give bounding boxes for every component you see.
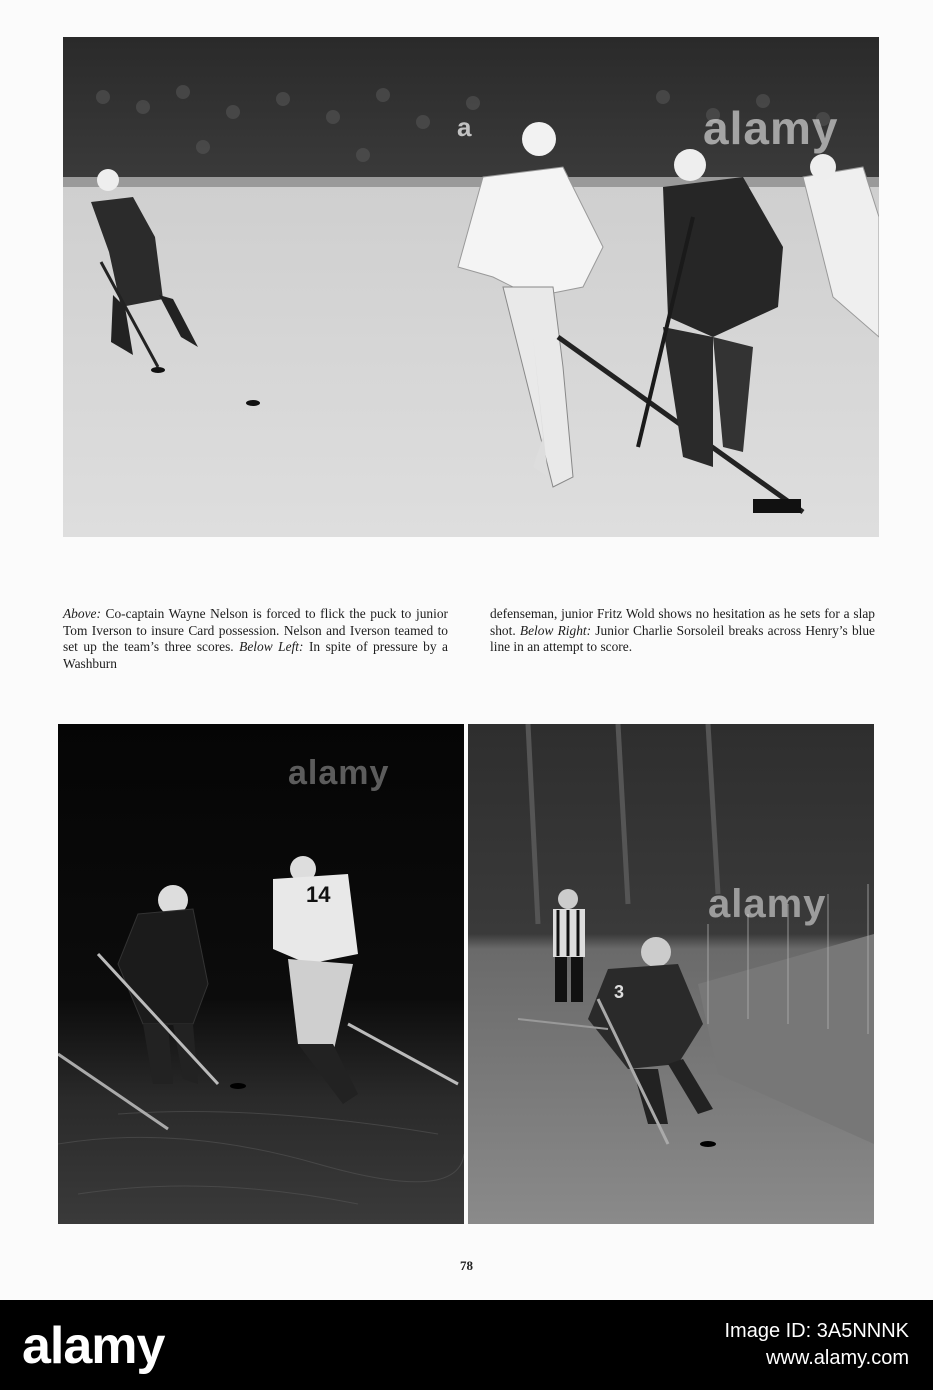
- caption-text-above: Co-captain Wayne Nelson is forced to flick the puck to junior Tom Iverson to insure Card possession. Nelson and Iverson teamed to set up the team’s three scores.: [63, 606, 448, 655]
- page-number: 78: [460, 1258, 473, 1273]
- footer-info: [724, 1318, 909, 1372]
- bottom-right-hockey-photo: [468, 724, 874, 1224]
- site-url: www.alamy.com: [766, 1347, 909, 1369]
- bottom-left-hockey-photo: [58, 724, 464, 1224]
- caption-text-below-left-start: In spite of pressure by a Washburn: [63, 639, 448, 671]
- caption-text-below-left-end: defenseman, junior Fritz Wold shows no hesitation as he sets for a slap shot.: [490, 606, 875, 638]
- caption-label-below-right: Below Right:: [519, 622, 592, 638]
- caption-label-below-left: Below Left:: [239, 639, 304, 655]
- top-photo-watermark: alamy: [703, 102, 839, 154]
- caption-text-below-right: Junior Charlie Sorsoleil breaks across Henry’s blue line in an attempt to score.: [490, 622, 875, 655]
- caption-label-above: Above:: [63, 606, 101, 621]
- caption-right-column: [490, 606, 875, 656]
- bottom-left-watermark: alamy: [288, 754, 390, 792]
- caption-left-column: [63, 606, 448, 672]
- bottom-right-watermark: alamy: [708, 882, 827, 926]
- image-id: Image ID: 3A5NNNK: [724, 1320, 909, 1342]
- watermark-mark-icon: a: [457, 112, 472, 142]
- alamy-logo: alamy: [22, 1317, 165, 1375]
- stock-footer-banner: [0, 1300, 933, 1390]
- jersey-number-3: 3: [614, 982, 625, 1002]
- jersey-number-14: 14: [306, 882, 331, 907]
